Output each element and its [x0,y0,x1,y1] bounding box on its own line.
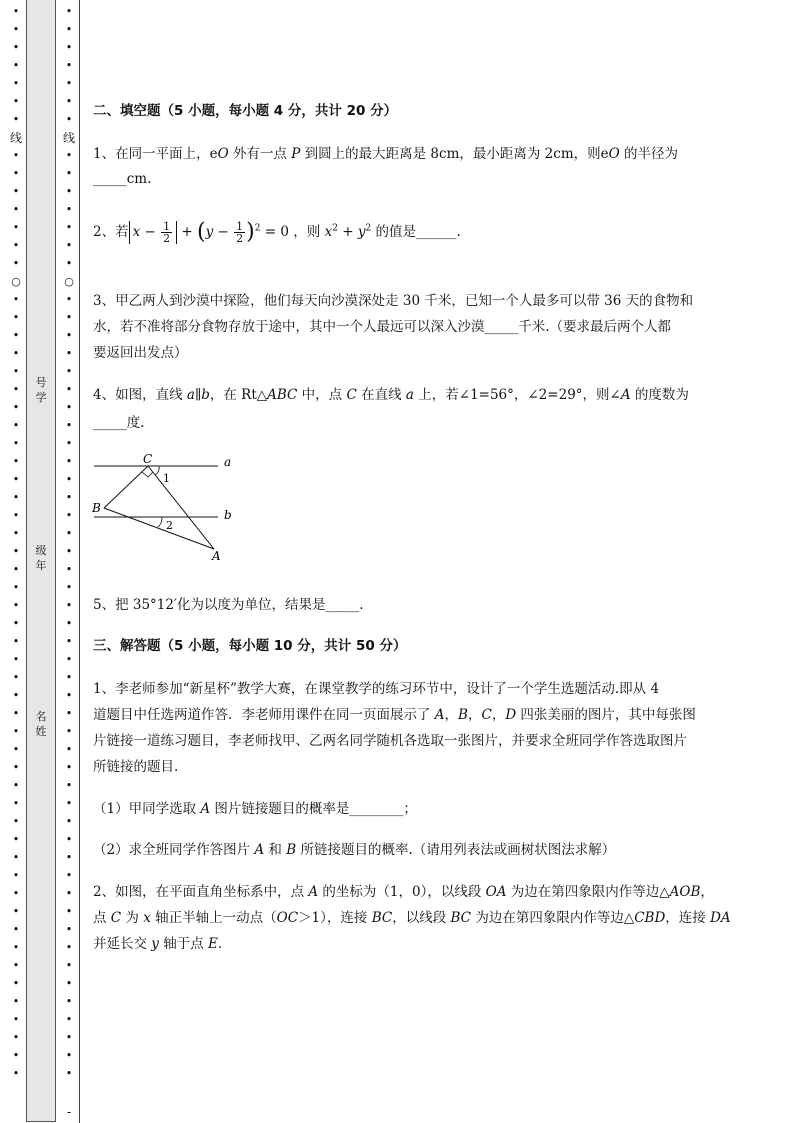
seal-dot: • [66,367,72,377]
seal-dot: • [13,907,19,917]
seal-dot: • [66,331,72,341]
seal-dot: • [66,907,72,917]
seal-circle-mark: ○ [11,275,21,288]
seal-dot: • [66,511,72,521]
seal-dot: • [66,745,72,755]
label-angle2: 2 [166,519,173,532]
seal-dot: • [13,349,19,359]
angle1-arc [155,466,159,475]
seal-dot: • [13,403,19,413]
seal-dot: • [66,997,72,1007]
s3-q1-sub2: （2）求全班同学作答图片 A 和 B 所链接题目的概率.（请用列表法或画树状图法求解） [93,842,616,858]
seal-dot: • [66,493,72,503]
seal-dot: • [66,781,72,791]
exam-number-label: 号 学 [35,376,47,404]
seal-dot: • [13,943,19,953]
fraction-half-2: $\frac{1}{2}$ [236,220,244,245]
seal-dot: • [66,925,72,935]
right-seal-line-column [62,0,76,1123]
s3-q1-line3: 片链接一道练习题目，李老师找甲、乙两名同学随机各选取一张图片，并要求全班同学作答选取图片 [93,733,687,749]
s3-q1-line1: 1、李老师参加“新星杯”教学大赛，在课堂教学的练习环节中，设计了一个学生选题活动.即从 4 [93,681,660,697]
seal-dot: • [66,97,72,107]
seal-dot: • [66,763,72,773]
seal-dot: • [66,43,72,53]
seal-dot: • [66,619,72,629]
seal-dot: • [66,385,72,395]
seal-dot: • [66,439,72,449]
seal-dot: • [66,691,72,701]
s2-q1-line2: _____cm. [93,171,152,187]
s2-q4-line2: _____度. [93,415,145,431]
seal-dot: • [66,583,72,593]
seal-dot: • [13,7,19,17]
s3-q1-sub1: （1）甲同学选取 A 图片链接题目的概率是________； [93,801,417,817]
s2-q5-line: 5、把 35°12′化为以度为单位，结果是_____. [93,597,364,613]
parallel-lines-triangle-figure [88,448,248,564]
seal-dot: • [66,529,72,539]
seal-dot: • [13,655,19,665]
seal-dot: • [66,547,72,557]
seal-dot: • [13,565,19,575]
seal-mark_1: 线 [62,131,75,145]
seal-dot: • [66,871,72,881]
label-angle1: 1 [163,472,170,485]
seal-dot: • [13,763,19,773]
seal-dot: • [13,511,19,521]
s2-q3-line3: 要返回出发点） [93,345,188,361]
absolute-value-expression: x − $\frac{1}{2}$ [129,221,178,244]
side-CB [104,466,148,508]
seal-dot: • [66,637,72,647]
seal-dot: • [13,205,19,215]
seal-dot: • [66,601,72,611]
left-seal-line-column [9,0,23,1123]
label-a: a [224,455,232,469]
s3-q1-line4: 所链接的题目. [93,759,179,775]
seal-dot: • [13,259,19,269]
s3-q2-line2: 点 C 为 x 轴正半轴上一动点（OC＞1），连接 BC，以线段 BC 为边在第四象限内作等边△CBD，连接 DA [93,910,731,926]
seal-dot: • [13,439,19,449]
seal-dot: • [13,709,19,719]
seal-dot: • [13,601,19,611]
seal-dot: • [66,979,72,989]
seal-dot: • [66,223,72,233]
name-label: 名 姓 [35,710,47,738]
seal-dot: • [13,1051,19,1061]
seal-dot: • [66,403,72,413]
section3-heading: 三、解答题（5 小题，每小题 10 分，共计 50 分） [93,638,407,654]
seal-dot: • [13,799,19,809]
seal-dot: • [13,457,19,467]
seal-dot: • [66,79,72,89]
seal-circle-mark: ○ [64,275,74,288]
seal-dot: • [13,673,19,683]
seal-dot: • [66,1051,72,1061]
seal-dot: • [66,673,72,683]
seal-dot: • [66,421,72,431]
seal-dot: • [13,979,19,989]
seal-dot: • [66,61,72,71]
seal-dot: • [13,871,19,881]
seal-dot: • [13,97,19,107]
seal-dot: • [66,1015,72,1025]
seal-dot: • [13,1033,19,1043]
s2-q2-line: 2、若 x − $\frac{1}{2}$ + (y − $\frac{1}{2}$ )$^2$ = 0 ，则 $x^2 + y^2$ 的值是______. [93,219,461,245]
seal-dot: • [66,709,72,719]
seal-dot: • [66,943,72,953]
seal-dot: • [13,619,19,629]
seal-dot: • [13,493,19,503]
seal-dot: • [13,43,19,53]
seal-dot: • [13,853,19,863]
seal-mark_1: 线 [9,131,22,145]
seal-dot: • [66,961,72,971]
right-angle-mark [142,472,153,477]
seal-dot: • [66,25,72,35]
label-b: b [224,508,232,522]
seal-dot: • [13,169,19,179]
section2-heading: 二、填空题（5 小题，每小题 4 分，共计 20 分） [93,103,398,119]
seal-dot: • [13,241,19,251]
seal-dot: • [66,1033,72,1043]
seal-dot: • [66,853,72,863]
seal-dot: • [13,367,19,377]
seal-dot: • [13,817,19,827]
seal-dot: • [66,7,72,17]
fraction-half: $\frac{1}{2}$ [163,220,171,245]
s2-q4-line1: 4、如图，直线 a∥b，在 Rt△ABC 中，点 C 在直线 a 上，若∠1=56°，∠2=29°，则∠A 的度数为 [93,387,689,403]
seal-dot: • [13,547,19,557]
seal-dot: • [66,241,72,251]
seal-dot: • [66,187,72,197]
angle2-arc [158,517,162,527]
s3-q1-line2: 道题目中任选两道作答．李老师用课件在同一页面展示了 A，B，C，D 四张美丽的图片，其中每张图 [93,707,696,723]
seal-dot: • [13,151,19,161]
seal-dot: • [13,637,19,647]
seal-dot: • [13,691,19,701]
seal-dot: • [66,349,72,359]
seal-dot: • [66,655,72,665]
seal-dot: • [13,727,19,737]
seal-dot: • [66,259,72,269]
seal-dot: • [66,151,72,161]
seal-dot: • [13,115,19,125]
seal-dot: • [66,457,72,467]
grade-label: 级 年 [35,544,47,572]
seal-dot: • [13,79,19,89]
seal-dot: • [13,295,19,305]
seal-dot: • [13,997,19,1007]
seal-tail: - [66,1105,72,1119]
seal-dot: • [13,745,19,755]
seal-dot: • [13,889,19,899]
s2-q1-line1: 1、在同一平面上，eO 外有一点 P 到圆上的最大距离是 8cm，最小距离为 2cm，则eO 的半径为 [93,146,678,162]
seal-dot: • [66,889,72,899]
seal-dot: • [13,925,19,935]
seal-dot: • [13,961,19,971]
seal-dot: • [13,421,19,431]
seal-dot: • [66,565,72,575]
seal-dot: • [13,475,19,485]
seal-dot: • [66,817,72,827]
label-C: C [143,452,153,466]
seal-dot: • [13,385,19,395]
label-A: A [212,549,221,563]
seal-dot: • [66,1069,72,1079]
seal-dot: • [13,187,19,197]
seal-dot: • [13,223,19,233]
seal-dot: • [66,835,72,845]
seal-dot: • [66,205,72,215]
seal-dot: • [66,295,72,305]
seal-dot: • [13,1015,19,1025]
seal-dot: • [66,799,72,809]
s2-q3-line1: 3、甲乙两人到沙漠中探险，他们每天向沙漠深处走 30 千米，已知一个人最多可以带 36 天的食物和 [93,293,694,309]
seal-dot: • [13,1069,19,1079]
seal-dot: • [66,115,72,125]
student-info-strip [26,0,56,1122]
seal-dot: • [13,313,19,323]
seal-dot: • [13,781,19,791]
s2-q3-line2: 水，若不准将部分食物存放于途中，其中一个人最远可以深入沙漠_____千米.（要求最后两个人都 [93,319,672,335]
seal-dot: • [13,835,19,845]
s3-q2-line3: 并延长交 y 轴于点 E. [93,936,223,952]
seal-dot: • [13,331,19,341]
seal-dot: • [13,61,19,71]
seal-dot: • [66,169,72,179]
s3-q2-line1: 2、如图，在平面直角坐标系中，点 A 的坐标为（1，0），以线段 OA 为边在第四象限内作等边△AOB， [93,884,714,900]
seal-dot: • [66,313,72,323]
seal-dot: • [13,529,19,539]
seal-dot: • [13,25,19,35]
seal-dot: • [66,475,72,485]
seal-dot: • [13,583,19,593]
label-B: B [92,501,101,515]
margin-rule [79,0,80,1123]
seal-dot: • [66,727,72,737]
